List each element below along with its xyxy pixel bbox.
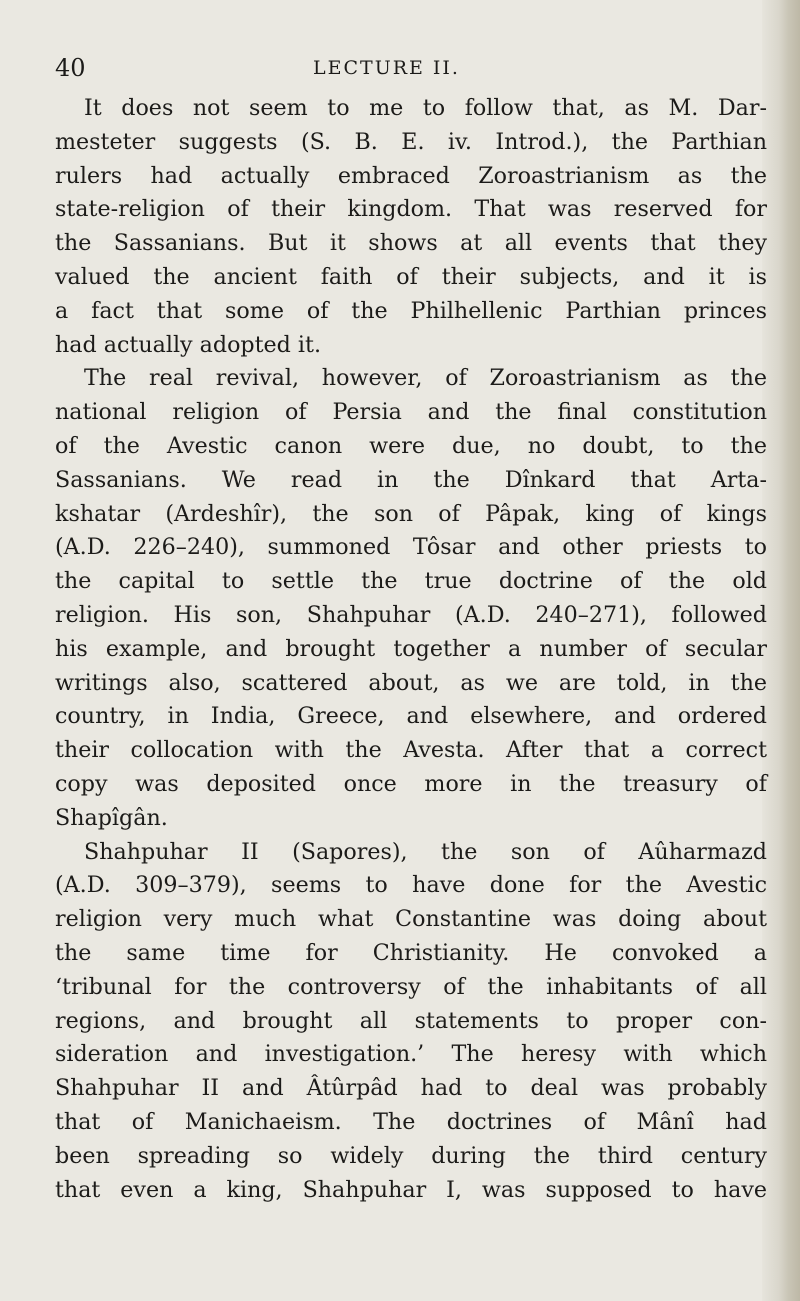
text-line: ‘tribunal for the controversy of the inhabitants of all: [55, 973, 767, 1000]
text-line: (A.D. 309–379), seems to have done for the Avestic: [55, 872, 767, 899]
text-line: The real revival, however, of Zoroastrianism as the: [84, 365, 767, 392]
text-line: religion very much what Constantine was doing about: [55, 906, 767, 933]
text-line: his example, and brought together a number of secular: [55, 635, 767, 662]
text-line: their collocation with the Avesta. After that a correct: [55, 737, 767, 764]
text-line: rulers had actually embraced Zoroastrianism as the: [55, 162, 767, 189]
text-line: the same time for Christianity. He convoked a: [55, 939, 767, 966]
text-line: state-religion of their kingdom. That was reserved for: [55, 196, 767, 223]
text-line: country, in India, Greece, and elsewhere, and ordered: [55, 703, 767, 730]
page-number: 40: [55, 54, 86, 82]
text-line: been spreading so widely during the third century: [55, 1142, 767, 1169]
body-text: [55, 92, 767, 1207]
text-line: of the Avestic canon were due, no doubt, to the: [55, 432, 767, 459]
text-line: religion. His son, Shahpuhar (A.D. 240–271), followed: [55, 601, 767, 628]
text-line: the capital to settle the true doctrine of the old: [55, 568, 767, 595]
text-line: national religion of Persia and the final constitution: [55, 399, 767, 426]
text-line: kshatar (Ardeshîr), the son of Pâpak, king of kings: [55, 500, 767, 527]
text-line: Shapîgân.: [55, 804, 168, 831]
text-line: that even a king, Shahpuhar I, was supposed to have: [55, 1176, 767, 1203]
text-line: Sassanians. We read in the Dînkard that Arta-: [55, 466, 767, 493]
text-line: Shahpuhar II and Âtûrpâd had to deal was probably: [55, 1075, 767, 1102]
text-line: regions, and brought all statements to proper con-: [55, 1007, 767, 1034]
text-line: sideration and investigation.’ The heresy with which: [55, 1041, 767, 1068]
text-line: that of Manichaeism. The doctrines of Mânî had: [55, 1108, 767, 1135]
text-line: It does not seem to me to follow that, as M. Dar-: [84, 95, 767, 121]
text-line: Shahpuhar II (Sapores), the son of Aûharmazd: [84, 838, 767, 865]
text-line: valued the ancient faith of their subjects, and it is: [55, 263, 767, 290]
page-edge-shadow: [762, 0, 800, 1301]
text-line: had actually adopted it.: [55, 331, 322, 358]
text-line: mesteter suggests (S. B. E. iv. Introd.), the Parthian: [55, 128, 767, 155]
text-line: copy was deposited once more in the treasury of: [55, 770, 767, 797]
running-title: LECTURE II.: [313, 57, 460, 79]
text-line: the Sassanians. But it shows at all events that they: [55, 230, 767, 257]
text-line: (A.D. 226–240), summoned Tôsar and other priests to: [55, 534, 767, 561]
text-line: a fact that some of the Philhellenic Parthian princes: [55, 297, 767, 324]
text-line: writings also, scattered about, as we are told, in the: [55, 669, 767, 696]
